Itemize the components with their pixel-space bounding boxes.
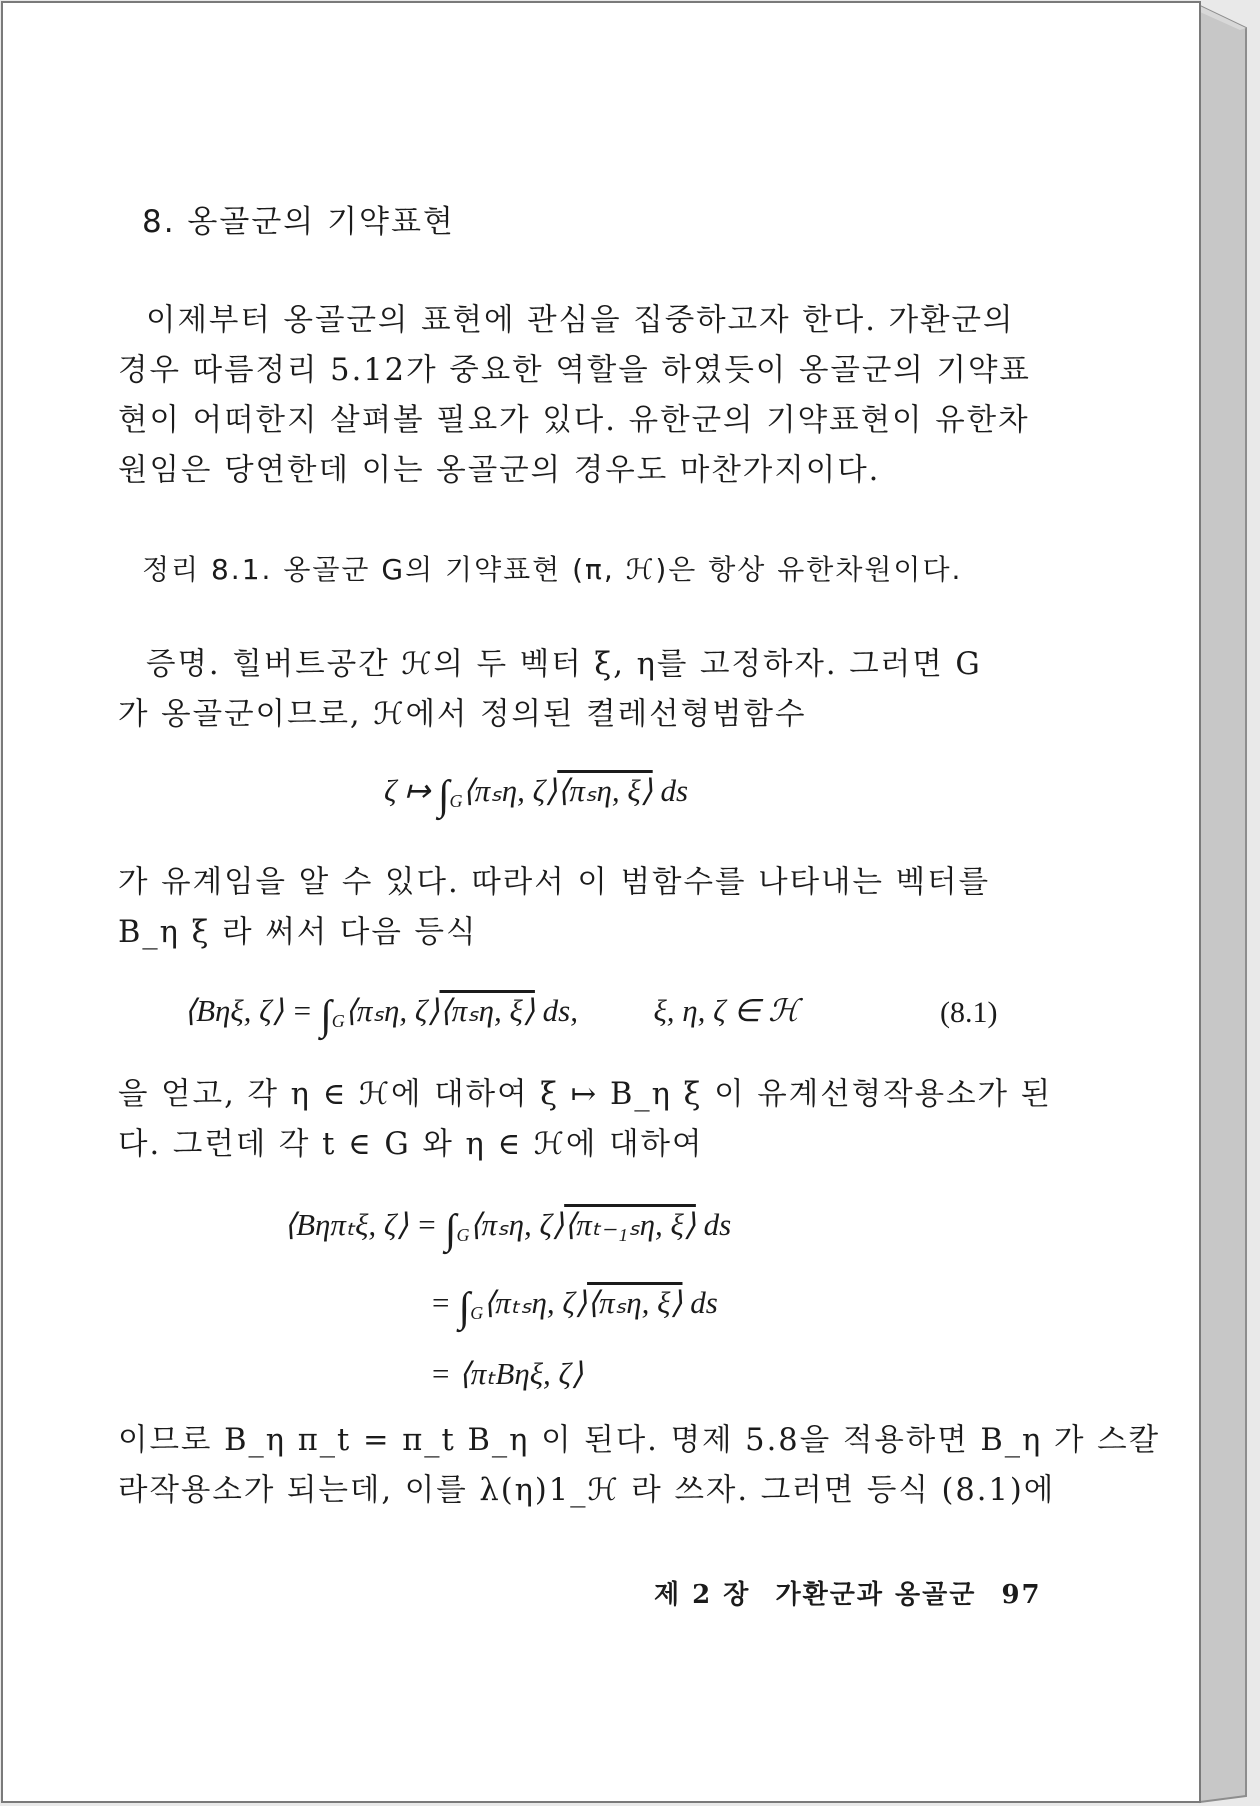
text-line: B_η ξ 라 써서 다음 등식 — [118, 915, 478, 950]
eq-term: ⟨πₛη, ζ⟩ — [469, 1207, 565, 1242]
text-line: 이므로 B_η π_t = π_t B_η 이 된다. 명제 5.8을 적용하면 B_η 가 스칼 — [118, 1423, 1161, 1458]
eq-differential: ds — [660, 773, 689, 808]
page-footer — [654, 1574, 1056, 1611]
text-line: 증명. 힐버트공간 ℋ의 두 벡터 ξ, η를 고정하자. 그러면 G — [146, 647, 982, 682]
eq-term: ⟨πₛη, ζ⟩ — [462, 773, 558, 808]
page-number: 97 — [1001, 1580, 1042, 1610]
eq-term: ⟨πₜₛη, ζ⟩ — [483, 1285, 588, 1320]
text-line: 가 옹골군이므로, ℋ에서 정의된 켤레선형범함수 — [118, 697, 807, 732]
footer-chapter: 제 2 장 — [654, 1580, 751, 1610]
text-line: 가 유계임을 알 수 있다. 따라서 이 범함수를 나타내는 벡터를 — [118, 865, 991, 900]
integral-sign: ∫ — [320, 993, 332, 1039]
equation-functional — [384, 772, 688, 820]
text-line: 을 얻고, 각 η ∈ ℋ에 대하여 ξ ↦ B_η ξ 이 유계선형작용소가 된 — [118, 1077, 1053, 1112]
text-line: 이제부터 옹골군의 표현에 관심을 집중하고자 한다. 가환군의 — [146, 303, 1015, 338]
eq-conjugate-term: ⟨πₛη, ξ⟩ — [439, 993, 535, 1028]
equation-commute-row3 — [430, 1356, 583, 1392]
equation-8-1 — [184, 992, 799, 1040]
eq-condition: ξ, η, ζ ∈ ℋ — [653, 993, 799, 1028]
text-line: 현이 어떠한지 살펴볼 필요가 있다. 유한군의 기약표현이 유한차 — [118, 403, 1030, 438]
eq-differential: ds — [690, 1285, 718, 1320]
text-line: 라작용소가 되는데, 이를 λ(η)1_ℋ 라 쓰자. 그러면 등식 (8.1)에 — [118, 1473, 1056, 1508]
eq-lhs: ⟨Bηξ, ζ⟩ = — [184, 993, 321, 1028]
eq-lhs: ⟨Bηπₜξ, ζ⟩ = — [284, 1207, 445, 1242]
eq-lhs: = ⟨πₜBηξ, ζ⟩ — [430, 1356, 584, 1391]
equation-commute-row2 — [430, 1284, 718, 1332]
text-line: 다. 그런데 각 t ∈ G 와 η ∈ ℋ에 대하여 — [118, 1127, 704, 1162]
theorem-statement: 정리 8.1. 옹골군 G의 기약표현 (π, ℋ)은 항상 유한차원이다. — [142, 553, 963, 586]
eq-conjugate-term: ⟨πₜ₋₁ₛη, ξ⟩ — [564, 1207, 696, 1242]
eq-conjugate-term: ⟨πₛη, ξ⟩ — [587, 1285, 683, 1320]
eq-conjugate-term: ⟨πₛη, ξ⟩ — [557, 773, 653, 808]
eq-differential: ds, — [542, 993, 578, 1028]
integral-subscript: G — [456, 1225, 470, 1245]
text-line: 원임은 당연한데 이는 옹골군의 경우도 마찬가지이다. — [118, 453, 881, 488]
equation-commute-row1 — [284, 1206, 731, 1254]
integral-subscript: G — [470, 1303, 484, 1323]
paragraph-intro — [118, 296, 1031, 496]
paragraph-proof — [118, 640, 1014, 740]
footer-title: 가환군과 옹골군 — [775, 1580, 977, 1610]
equation-number: (8.1) — [940, 996, 998, 1029]
text-line: 경우 따름정리 5.12가 중요한 역할을 하였듯이 옹골군의 기약표 — [118, 353, 1031, 388]
integral-sign: ∫ — [444, 1207, 457, 1253]
paragraph-bounded — [118, 858, 1014, 958]
section-heading: 8. 옹골군의 기약표현 — [142, 204, 455, 240]
eq-term: ⟨πₛη, ζ⟩ — [344, 993, 440, 1028]
eq-lhs: = — [430, 1285, 459, 1320]
integral-subscript: G — [331, 1011, 345, 1031]
eq-lhs: ζ ↦ — [384, 773, 439, 808]
integral-sign: ∫ — [438, 773, 450, 819]
eq-differential: ds — [703, 1207, 732, 1242]
integral-sign: ∫ — [458, 1285, 471, 1331]
integral-subscript: G — [449, 791, 463, 811]
paragraph-operator — [118, 1070, 1053, 1170]
paragraph-scalar — [118, 1416, 1161, 1516]
